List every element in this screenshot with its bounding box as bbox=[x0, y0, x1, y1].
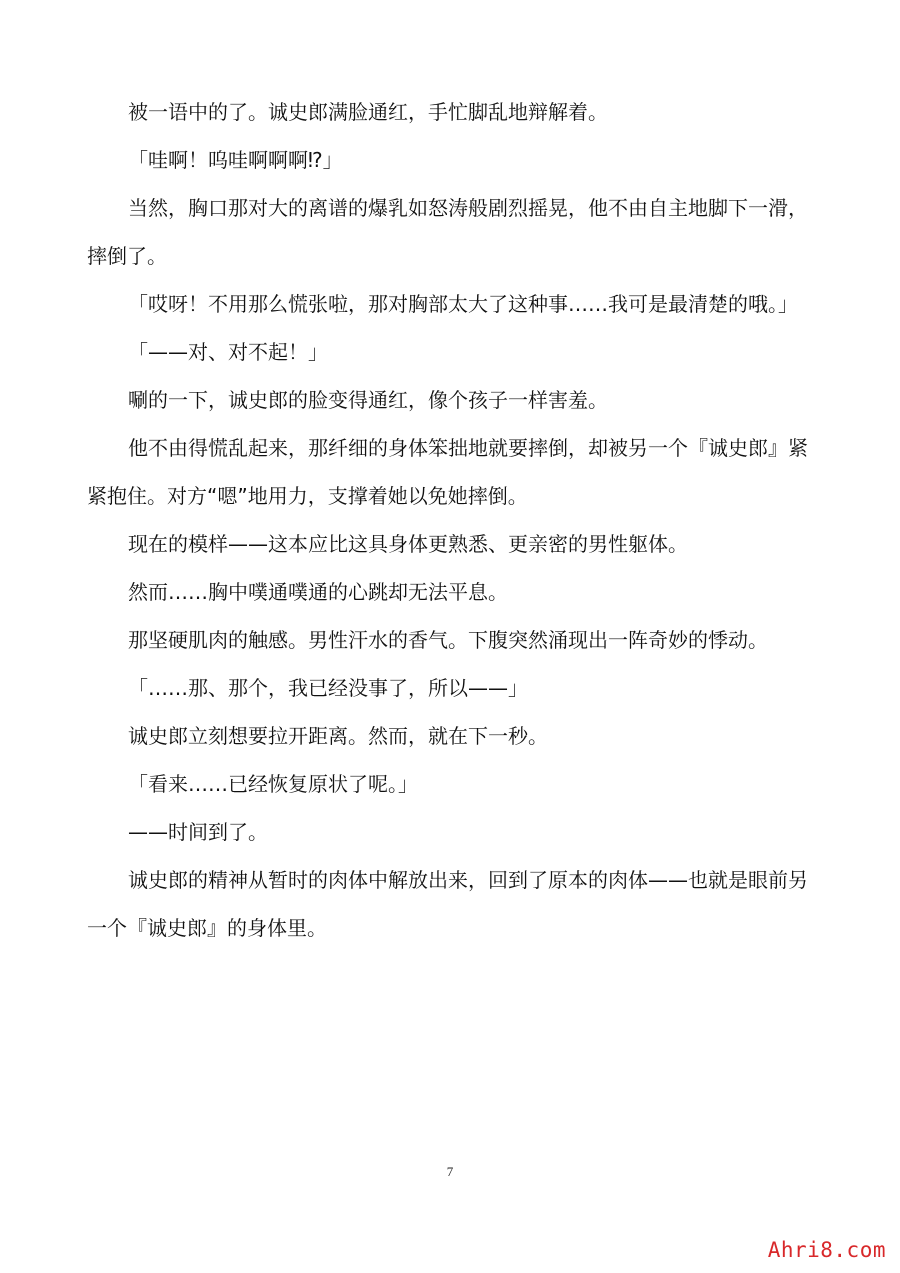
paragraph: 诚史郎的精神从暂时的肉体中解放出来，回到了原本的肉体——也就是眼前另一个『诚史郎』的身体里。 bbox=[87, 868, 808, 940]
paragraph: 唰的一下，诚史郎的脸变得通红，像个孩子一样害羞。 bbox=[128, 388, 608, 412]
paragraph: ——时间到了。 bbox=[128, 820, 268, 844]
paragraph: 他不由得慌乱起来，那纤细的身体笨拙地就要摔倒，却被另一个『诚史郎』紧紧抱住。对方“嗯”地用力，支撑着她以免她摔倒。 bbox=[87, 436, 808, 508]
paragraph: 「哎呀！不用那么慌张啦，那对胸部太大了这种事……我可是最清楚的哦。」 bbox=[128, 292, 798, 316]
paragraph: 「——对、对不起！」 bbox=[128, 340, 328, 364]
paragraph: 诚史郎立刻想要拉开距离。然而，就在下一秒。 bbox=[128, 724, 548, 748]
paragraph: 然而……胸中噗通噗通的心跳却无法平息。 bbox=[128, 580, 508, 604]
paragraph: 当然，胸口那对大的离谱的爆乳如怒涛般剧烈摇晃，他不由自主地脚下一滑，摔倒了。 bbox=[87, 196, 808, 268]
paragraph: 那坚硬肌肉的触感。男性汗水的香气。下腹突然涌现出一阵奇妙的悸动。 bbox=[128, 628, 768, 652]
paragraph: 「看来……已经恢复原状了呢。」 bbox=[128, 772, 418, 796]
paragraph: 「哇啊！呜哇啊啊啊⁉」 bbox=[128, 148, 343, 172]
paragraph: 「……那、那个，我已经没事了，所以——」 bbox=[128, 676, 528, 700]
page-number: 7 bbox=[446, 1164, 454, 1179]
watermark-text: Ahri8.com bbox=[767, 1238, 886, 1262]
paragraph: 被一语中的了。诚史郎满脸通红，手忙脚乱地辩解着。 bbox=[128, 100, 608, 124]
paragraph: 现在的模样——这本应比这具身体更熟悉、更亲密的男性躯体。 bbox=[128, 532, 688, 556]
body-text bbox=[87, 88, 815, 952]
